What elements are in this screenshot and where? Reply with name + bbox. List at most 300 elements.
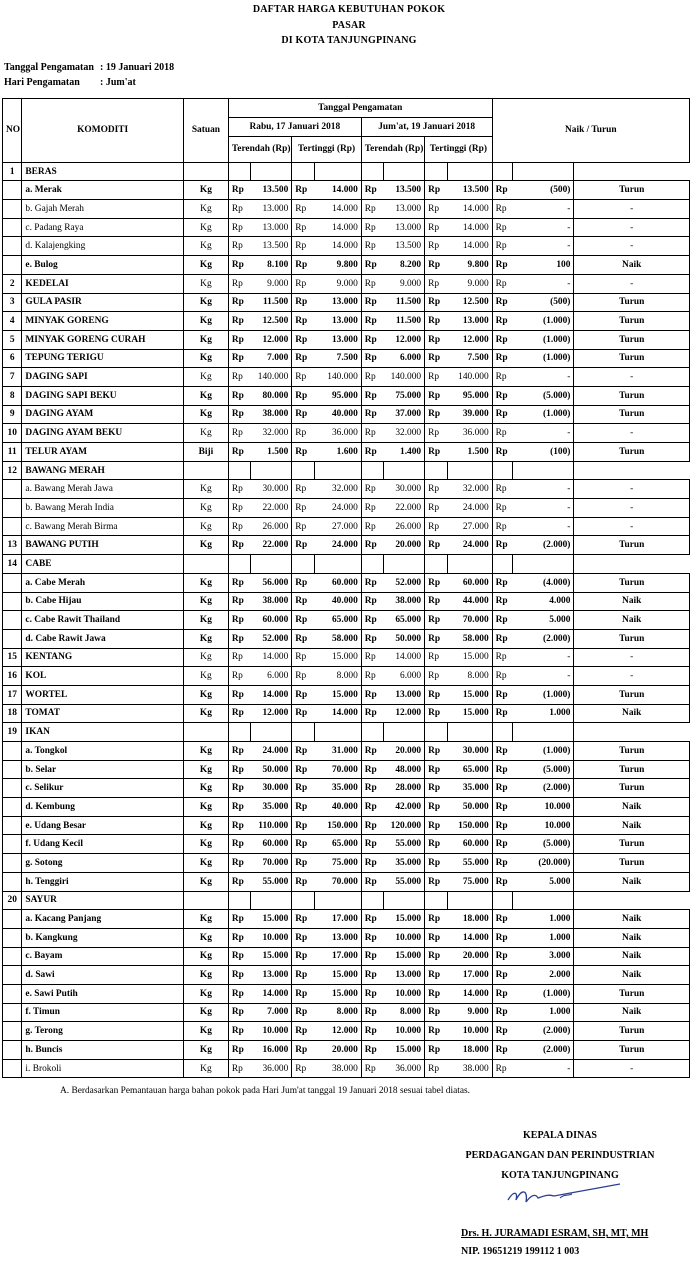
price-fri-low: 55.000 <box>384 872 425 891</box>
price-wed-high: 75.000 <box>314 854 361 873</box>
currency-label: Rp <box>425 200 447 219</box>
currency-label: Rp <box>425 779 447 798</box>
price-change: (5.000) <box>513 835 574 854</box>
status-label: - <box>574 237 690 256</box>
currency-label: Rp <box>292 685 314 704</box>
currency-label: Rp <box>228 200 250 219</box>
price-wed-low: 13.000 <box>251 966 292 985</box>
currency-label: Rp <box>292 536 314 555</box>
currency-label: Rp <box>228 405 250 424</box>
price-wed-low: 14.000 <box>251 685 292 704</box>
row-commodity: WORTEL <box>22 685 184 704</box>
price-change: (1.000) <box>513 742 574 761</box>
currency-label: Rp <box>492 1022 512 1041</box>
currency-label: Rp <box>492 424 512 443</box>
table-row <box>3 312 690 331</box>
currency-label: Rp <box>292 1022 314 1041</box>
row-unit: Kg <box>183 779 228 798</box>
currency-label: Rp <box>425 872 447 891</box>
currency-label: Rp <box>492 443 512 462</box>
currency-label: Rp <box>425 629 447 648</box>
row-no <box>3 237 22 256</box>
currency-label: Rp <box>425 330 447 349</box>
currency-label: Rp <box>228 966 250 985</box>
status-label: - <box>574 218 690 237</box>
currency-label: Rp <box>292 405 314 424</box>
price-wed-low: 9.000 <box>251 274 292 293</box>
status-label: Naik <box>574 928 690 947</box>
price-fri-high: 10.000 <box>447 1022 492 1041</box>
row-unit: Kg <box>183 517 228 536</box>
price-change: - <box>513 517 574 536</box>
price-wed-low: 16.000 <box>251 1041 292 1060</box>
currency-label: Rp <box>361 648 383 667</box>
row-unit: Kg <box>183 760 228 779</box>
currency-label: Rp <box>292 854 314 873</box>
currency-label: Rp <box>361 798 383 817</box>
empty-cell <box>492 162 512 181</box>
currency-label: Rp <box>292 984 314 1003</box>
price-fri-high: 15.000 <box>447 704 492 723</box>
empty-cell <box>492 461 512 480</box>
row-commodity: g. Sotong <box>22 854 184 873</box>
price-wed-low: 32.000 <box>251 424 292 443</box>
table-row <box>3 536 690 555</box>
row-no <box>3 1003 22 1022</box>
currency-label: Rp <box>292 611 314 630</box>
status-label: Naik <box>574 966 690 985</box>
price-fri-low: 20.000 <box>384 742 425 761</box>
price-wed-low: 24.000 <box>251 742 292 761</box>
table-row <box>3 685 690 704</box>
row-unit: Kg <box>183 1022 228 1041</box>
currency-label: Rp <box>228 779 250 798</box>
price-fri-high: 50.000 <box>447 798 492 817</box>
row-unit: Kg <box>183 629 228 648</box>
price-fri-high: 65.000 <box>447 760 492 779</box>
row-unit: Kg <box>183 966 228 985</box>
row-no <box>3 517 22 536</box>
price-wed-low: 35.000 <box>251 798 292 817</box>
row-no <box>3 835 22 854</box>
row-unit: Kg <box>183 536 228 555</box>
row-no <box>3 928 22 947</box>
row-no: 10 <box>3 424 22 443</box>
currency-label: Rp <box>292 947 314 966</box>
currency-label: Rp <box>292 667 314 686</box>
price-fri-high: 70.000 <box>447 611 492 630</box>
price-change: (500) <box>513 181 574 200</box>
table-row <box>3 573 690 592</box>
currency-label: Rp <box>492 1003 512 1022</box>
status-label: Turun <box>574 1041 690 1060</box>
currency-label: Rp <box>492 966 512 985</box>
col-date2: Jum'at, 19 Januari 2018 <box>361 117 492 136</box>
empty-cell <box>183 891 228 910</box>
price-wed-low: 22.000 <box>251 499 292 518</box>
row-unit: Kg <box>183 200 228 219</box>
currency-label: Rp <box>228 910 250 929</box>
col-date1-low: Terendah (Rp) <box>228 136 291 162</box>
currency-label: Rp <box>425 667 447 686</box>
row-unit: Kg <box>183 685 228 704</box>
status-label: Turun <box>574 181 690 200</box>
row-no <box>3 872 22 891</box>
currency-label: Rp <box>361 667 383 686</box>
currency-label: Rp <box>292 648 314 667</box>
currency-label: Rp <box>292 386 314 405</box>
currency-label: Rp <box>361 573 383 592</box>
empty-cell <box>513 461 574 480</box>
currency-label: Rp <box>292 293 314 312</box>
price-fri-low: 20.000 <box>384 536 425 555</box>
currency-label: Rp <box>492 330 512 349</box>
price-change: (500) <box>513 293 574 312</box>
currency-label: Rp <box>361 536 383 555</box>
observation-day <box>4 77 136 88</box>
row-unit: Kg <box>183 274 228 293</box>
price-fri-low: 50.000 <box>384 629 425 648</box>
price-wed-high: 140.000 <box>314 368 361 387</box>
status-label: Naik <box>574 910 690 929</box>
row-unit: Kg <box>183 405 228 424</box>
row-unit: Kg <box>183 181 228 200</box>
price-wed-high: 150.000 <box>314 816 361 835</box>
price-fri-low: 120.000 <box>384 816 425 835</box>
price-change: 2.000 <box>513 966 574 985</box>
row-no: 18 <box>3 704 22 723</box>
table-row <box>3 835 690 854</box>
row-commodity: c. Cabe Rawit Thailand <box>22 611 184 630</box>
row-no: 16 <box>3 667 22 686</box>
price-wed-low: 12.000 <box>251 330 292 349</box>
row-unit: Kg <box>183 947 228 966</box>
row-unit: Kg <box>183 218 228 237</box>
status-label: - <box>574 274 690 293</box>
price-fri-high: 14.000 <box>447 237 492 256</box>
price-fri-high: 27.000 <box>447 517 492 536</box>
currency-label: Rp <box>228 443 250 462</box>
signature-title-2: PERDAGANGAN DAN PERINDUSTRIAN <box>465 1150 655 1161</box>
price-fri-high: 38.000 <box>447 1059 492 1078</box>
col-tanggal: Tanggal Pengamatan <box>228 99 492 118</box>
currency-label: Rp <box>425 405 447 424</box>
status-label: Naik <box>574 256 690 275</box>
currency-label: Rp <box>228 704 250 723</box>
price-wed-low: 60.000 <box>251 611 292 630</box>
table-row <box>3 274 690 293</box>
currency-label: Rp <box>361 928 383 947</box>
price-change: (20.000) <box>513 854 574 873</box>
currency-label: Rp <box>425 928 447 947</box>
status-label: Turun <box>574 685 690 704</box>
currency-label: Rp <box>425 704 447 723</box>
price-fri-high: 9.000 <box>447 274 492 293</box>
row-no <box>3 798 22 817</box>
empty-cell <box>183 461 228 480</box>
currency-label: Rp <box>228 1003 250 1022</box>
status-label: - <box>574 648 690 667</box>
status-label: Turun <box>574 573 690 592</box>
currency-label: Rp <box>425 1003 447 1022</box>
currency-label: Rp <box>361 181 383 200</box>
price-wed-high: 40.000 <box>314 405 361 424</box>
price-table <box>2 98 690 1078</box>
price-wed-low: 13.000 <box>251 218 292 237</box>
currency-label: Rp <box>425 536 447 555</box>
row-commodity: MINYAK GORENG <box>22 312 184 331</box>
currency-label: Rp <box>425 947 447 966</box>
currency-label: Rp <box>361 592 383 611</box>
price-change: - <box>513 1059 574 1078</box>
price-fri-low: 28.000 <box>384 779 425 798</box>
row-unit: Kg <box>183 667 228 686</box>
table-row <box>3 330 690 349</box>
row-commodity: KEDELAI <box>22 274 184 293</box>
price-fri-high: 60.000 <box>447 573 492 592</box>
price-wed-high: 65.000 <box>314 611 361 630</box>
currency-label: Rp <box>492 779 512 798</box>
table-row <box>3 648 690 667</box>
status-label: Turun <box>574 349 690 368</box>
price-wed-high: 65.000 <box>314 835 361 854</box>
price-wed-high: 13.000 <box>314 293 361 312</box>
price-wed-high: 17.000 <box>314 910 361 929</box>
currency-label: Rp <box>292 704 314 723</box>
currency-label: Rp <box>228 312 250 331</box>
price-fri-high: 150.000 <box>447 816 492 835</box>
empty-cell <box>513 162 574 181</box>
currency-label: Rp <box>361 854 383 873</box>
empty-cell <box>384 891 425 910</box>
currency-label: Rp <box>492 816 512 835</box>
price-fri-low: 37.000 <box>384 405 425 424</box>
row-commodity: MINYAK GORENG CURAH <box>22 330 184 349</box>
currency-label: Rp <box>361 480 383 499</box>
currency-label: Rp <box>292 312 314 331</box>
price-fri-low: 13.500 <box>384 237 425 256</box>
date-value: : 19 Januari 2018 <box>100 62 175 73</box>
currency-label: Rp <box>425 181 447 200</box>
row-commodity: c. Padang Raya <box>22 218 184 237</box>
price-fri-high: 12.500 <box>447 293 492 312</box>
row-commodity: TELUR AYAM <box>22 443 184 462</box>
group-row <box>3 162 690 181</box>
currency-label: Rp <box>361 816 383 835</box>
price-fri-high: 39.000 <box>447 405 492 424</box>
currency-label: Rp <box>425 798 447 817</box>
price-fri-low: 13.000 <box>384 218 425 237</box>
currency-label: Rp <box>361 611 383 630</box>
row-no: 2 <box>3 274 22 293</box>
price-change: 5.000 <box>513 872 574 891</box>
status-label: Turun <box>574 386 690 405</box>
row-unit: Kg <box>183 499 228 518</box>
price-wed-low: 110.000 <box>251 816 292 835</box>
empty-cell <box>384 461 425 480</box>
price-fri-high: 15.000 <box>447 685 492 704</box>
price-wed-high: 15.000 <box>314 648 361 667</box>
price-fri-high: 140.000 <box>447 368 492 387</box>
currency-label: Rp <box>292 1041 314 1060</box>
table-row <box>3 1041 690 1060</box>
row-unit: Kg <box>183 835 228 854</box>
signature-title-1: KEPALA DINAS <box>523 1130 597 1141</box>
date-label: Tanggal Pengamatan <box>4 62 94 73</box>
observation-date <box>4 62 174 73</box>
price-fri-low: 48.000 <box>384 760 425 779</box>
currency-label: Rp <box>492 592 512 611</box>
currency-label: Rp <box>492 237 512 256</box>
currency-label: Rp <box>492 947 512 966</box>
row-unit: Biji <box>183 443 228 462</box>
row-no: 15 <box>3 648 22 667</box>
currency-label: Rp <box>292 1059 314 1078</box>
price-fri-low: 38.000 <box>384 592 425 611</box>
status-label: Naik <box>574 872 690 891</box>
empty-cell <box>361 162 383 181</box>
empty-cell <box>492 891 512 910</box>
price-wed-low: 30.000 <box>251 779 292 798</box>
currency-label: Rp <box>492 704 512 723</box>
status-label: - <box>574 1059 690 1078</box>
row-commodity: DAGING SAPI BEKU <box>22 386 184 405</box>
currency-label: Rp <box>292 181 314 200</box>
price-change: (2.000) <box>513 536 574 555</box>
table-row <box>3 1059 690 1078</box>
price-wed-low: 30.000 <box>251 480 292 499</box>
row-commodity: d. Sawi <box>22 966 184 985</box>
price-fri-high: 60.000 <box>447 835 492 854</box>
currency-label: Rp <box>292 237 314 256</box>
currency-label: Rp <box>228 984 250 1003</box>
status-label: Naik <box>574 592 690 611</box>
price-fri-high: 20.000 <box>447 947 492 966</box>
status-label: Turun <box>574 629 690 648</box>
table-row <box>3 480 690 499</box>
row-unit: Kg <box>183 256 228 275</box>
table-row <box>3 349 690 368</box>
row-commodity: b. Gajah Merah <box>22 200 184 219</box>
currency-label: Rp <box>492 854 512 873</box>
price-wed-high: 14.000 <box>314 704 361 723</box>
price-change: (2.000) <box>513 1022 574 1041</box>
empty-cell <box>425 555 447 574</box>
price-wed-high: 35.000 <box>314 779 361 798</box>
table-row <box>3 910 690 929</box>
price-wed-high: 27.000 <box>314 517 361 536</box>
table-row <box>3 667 690 686</box>
row-unit: Kg <box>183 1003 228 1022</box>
price-wed-high: 13.000 <box>314 312 361 331</box>
price-fri-low: 12.000 <box>384 704 425 723</box>
currency-label: Rp <box>492 218 512 237</box>
currency-label: Rp <box>425 274 447 293</box>
price-fri-low: 55.000 <box>384 835 425 854</box>
price-fri-low: 15.000 <box>384 947 425 966</box>
price-change: - <box>513 218 574 237</box>
table-row <box>3 424 690 443</box>
price-change: (2.000) <box>513 779 574 798</box>
empty-cell <box>251 555 292 574</box>
currency-label: Rp <box>292 1003 314 1022</box>
price-wed-low: 13.500 <box>251 181 292 200</box>
currency-label: Rp <box>492 1059 512 1078</box>
row-unit: Kg <box>183 237 228 256</box>
price-wed-high: 24.000 <box>314 499 361 518</box>
currency-label: Rp <box>292 274 314 293</box>
row-unit: Kg <box>183 928 228 947</box>
currency-label: Rp <box>425 499 447 518</box>
empty-cell <box>183 555 228 574</box>
price-change: 1.000 <box>513 704 574 723</box>
currency-label: Rp <box>361 256 383 275</box>
col-no: NO <box>3 99 22 163</box>
empty-cell <box>251 891 292 910</box>
price-wed-high: 40.000 <box>314 798 361 817</box>
price-wed-low: 13.000 <box>251 200 292 219</box>
currency-label: Rp <box>292 573 314 592</box>
row-no: 1 <box>3 162 22 181</box>
status-label: Naik <box>574 1003 690 1022</box>
price-wed-low: 13.500 <box>251 237 292 256</box>
row-no <box>3 984 22 1003</box>
currency-label: Rp <box>425 1022 447 1041</box>
table-row <box>3 592 690 611</box>
status-label: Naik <box>574 704 690 723</box>
price-fri-low: 13.000 <box>384 685 425 704</box>
row-no: 7 <box>3 368 22 387</box>
price-fri-low: 13.500 <box>384 181 425 200</box>
currency-label: Rp <box>361 368 383 387</box>
table-row <box>3 386 690 405</box>
currency-label: Rp <box>425 424 447 443</box>
currency-label: Rp <box>492 405 512 424</box>
row-commodity: g. Terong <box>22 1022 184 1041</box>
row-unit: Kg <box>183 872 228 891</box>
price-fri-low: 10.000 <box>384 928 425 947</box>
table-row <box>3 218 690 237</box>
price-fri-low: 35.000 <box>384 854 425 873</box>
row-no <box>3 1022 22 1041</box>
price-wed-high: 14.000 <box>314 218 361 237</box>
row-commodity: TOMAT <box>22 704 184 723</box>
row-unit: Kg <box>183 854 228 873</box>
empty-cell <box>384 723 425 742</box>
table-row <box>3 611 690 630</box>
price-wed-low: 26.000 <box>251 517 292 536</box>
table-row <box>3 629 690 648</box>
price-wed-low: 36.000 <box>251 1059 292 1078</box>
currency-label: Rp <box>292 200 314 219</box>
row-unit: Kg <box>183 816 228 835</box>
currency-label: Rp <box>292 872 314 891</box>
table-row <box>3 256 690 275</box>
footnote: A. Berdasarkan Pemantauan harga bahan pokok pada Hari Jum'at tanggal 19 Januari 2018 sesuai tabel diatas. <box>60 1086 470 1096</box>
empty-cell <box>513 723 574 742</box>
signature-scribble <box>500 1180 640 1214</box>
currency-label: Rp <box>361 349 383 368</box>
table-row <box>3 966 690 985</box>
currency-label: Rp <box>492 480 512 499</box>
price-change: - <box>513 424 574 443</box>
price-wed-high: 1.600 <box>314 443 361 462</box>
row-unit: Kg <box>183 910 228 929</box>
price-wed-low: 8.100 <box>251 256 292 275</box>
price-wed-high: 14.000 <box>314 200 361 219</box>
currency-label: Rp <box>292 779 314 798</box>
currency-label: Rp <box>492 611 512 630</box>
